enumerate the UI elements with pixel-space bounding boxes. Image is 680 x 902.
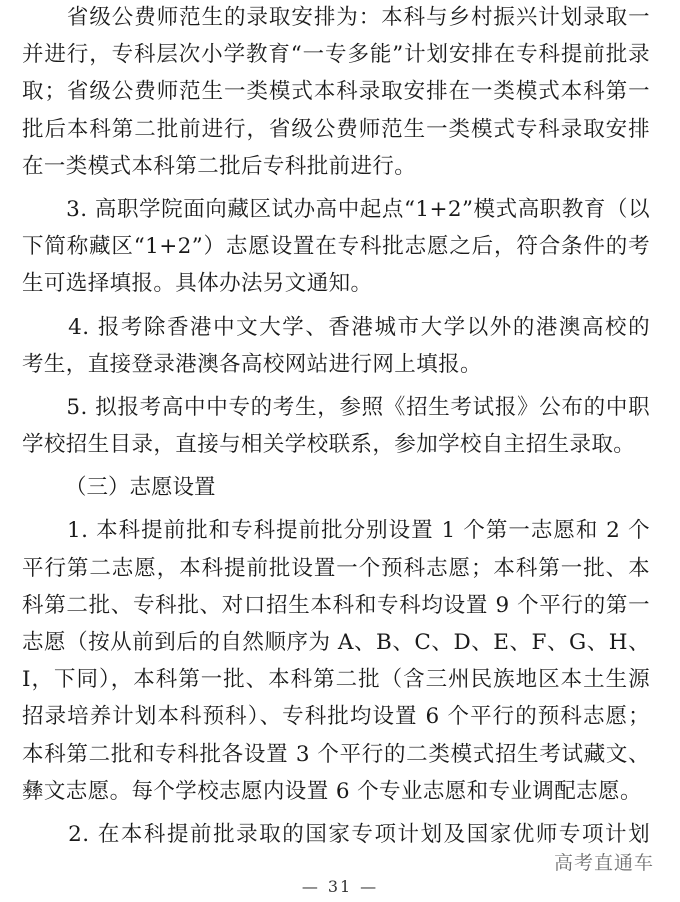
text-line: 志愿（按从前到后的自然顺序为 A、B、C、D、E、F、G、H、 xyxy=(22,630,650,656)
page-number-value: 31 xyxy=(327,877,353,896)
text-line: 生可选择填报。具体办法另文通知。 xyxy=(22,271,373,297)
text-line: 5. 拟报考高中中专的考生，参照《招生考试报》公布的中职 xyxy=(22,394,650,420)
text-line: 省级公费师范生的录取安排为：本科与乡村振兴计划录取一 xyxy=(22,5,650,30)
text-line: 4. 报考除香港中文大学、香港城市大学以外的港澳高校的 xyxy=(22,314,650,340)
text-line: 1. 本科提前批和专科提前批分别设置 1 个第一志愿和 2 个 xyxy=(22,518,650,544)
text-line: 3. 高职学院面向藏区试办高中起点“1+2”模式高职教育（以 xyxy=(22,196,650,222)
text-line: 招录培养计划本科预科）、专科批均设置 6 个平行的预科志愿； xyxy=(22,704,650,730)
text-line: 考生，直接登录港澳各高校网站进行网上填报。 xyxy=(22,351,482,377)
text-line: 学校招生目录，直接与相关学校联系，参加学校自主招生录取。 xyxy=(22,432,636,458)
paragraph-volunteer-setup-1 xyxy=(22,512,650,810)
text-line: I，下同），本科第一批、本科第二批（含三州民族地区本土生源 xyxy=(22,667,650,693)
text-line: 下简称藏区“1+2”）志愿设置在专科批志愿之后，符合条件的考 xyxy=(22,234,650,260)
text-line: 在一类模式本科第二批后专科批前进行。 xyxy=(22,153,417,179)
page-number-dash-left: — xyxy=(301,877,320,896)
text-line: 并进行，专科层次小学教育“一专多能”计划安排在专科提前批录 xyxy=(22,42,650,68)
paragraph-item-4 xyxy=(22,309,650,383)
body-text xyxy=(22,0,650,853)
text-line: 2. 在本科提前批录取的国家专项计划及国家优师专项计划 xyxy=(22,821,650,847)
text-line: 批后本科第二批前进行，省级公费师范生一类模式专科录取安排 xyxy=(22,116,650,142)
paragraph-admission-arrangement xyxy=(22,0,650,185)
page-number xyxy=(0,877,680,896)
text-line: 本科第二批和专科批各设置 3 个平行的二类模式招生考试藏文、 xyxy=(22,741,650,767)
text-line: 平行第二志愿，本科提前批设置一个预科志愿；本科第一批、本 xyxy=(22,555,650,581)
paragraph-item-3 xyxy=(22,191,650,303)
paragraph-item-5 xyxy=(22,389,650,463)
text-line: 科第二批、专科批、对口招生本科和专科均设置 9 个平行的第一 xyxy=(22,592,650,618)
watermark-text: 高考直通车 xyxy=(553,852,654,874)
text-line: 彝文志愿。每个学校志愿内设置 6 个专业志愿和专业调配志愿。 xyxy=(22,778,642,804)
page-number-dash-right: — xyxy=(360,877,379,896)
text-line: 取；省级公费师范生一类模式本科录取安排在一类模式本科第一 xyxy=(22,79,650,105)
section-heading: （三）志愿设置 xyxy=(65,475,216,501)
